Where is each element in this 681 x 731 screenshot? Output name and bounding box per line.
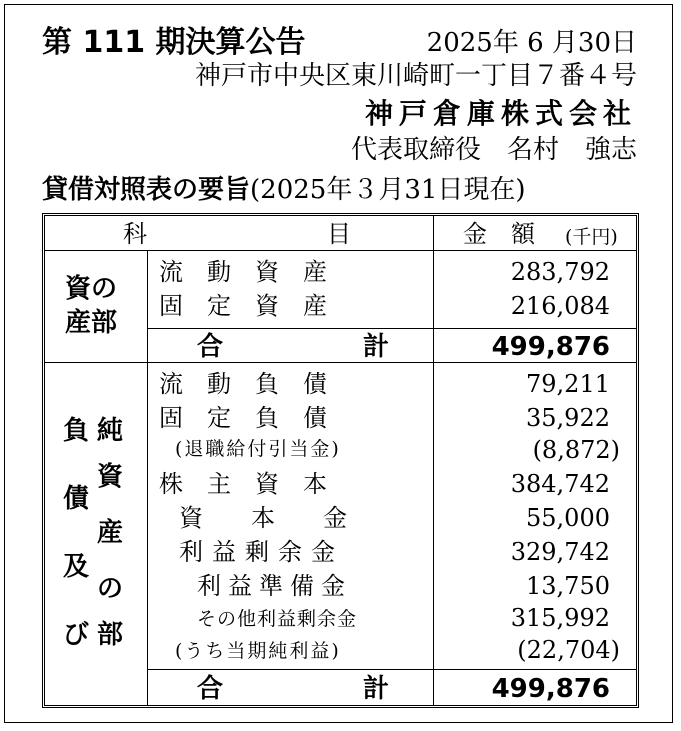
- liability-row-value: 315,992: [510, 604, 610, 632]
- asset-row-label: 固 定 資 産: [159, 292, 327, 320]
- company-address: 神戸市中央区東川崎町一丁目７番４号: [194, 61, 637, 91]
- liabilities-label-col2: 産: [97, 518, 124, 548]
- liabilities-total-value: 499,876: [491, 674, 610, 704]
- representative: 代表取締役 名村 強志: [350, 135, 637, 165]
- amount-column-divider: [433, 216, 434, 705]
- liabilities-label-col1: 債: [63, 484, 90, 514]
- heading-date: (2025年３月31日現在): [250, 175, 526, 205]
- liability-row-label: (退職給付引当金): [175, 438, 341, 460]
- liability-row-label: 利益準備金: [197, 572, 352, 600]
- liability-row-label: 株 主 資 本: [159, 470, 327, 498]
- assets-label-1: 資の: [65, 274, 118, 304]
- liability-row-label: 資 本 金: [179, 504, 347, 532]
- assets-label-2: 産部: [65, 308, 118, 338]
- assets-total-value: 499,876: [491, 332, 610, 362]
- liabilities-label-col2: 部: [97, 620, 124, 650]
- liability-row-label: 流 動 負 債: [159, 370, 327, 398]
- header-amount: 金 額: [463, 220, 535, 248]
- liability-row-value: 79,211: [526, 370, 610, 398]
- liabilities-label-col2: の: [97, 574, 124, 604]
- header-unit: (千円): [565, 226, 618, 248]
- notice-date: 2025年 6 月30日: [426, 28, 637, 58]
- assets-total-divider: [147, 328, 636, 329]
- liability-row-value: (8,872): [532, 436, 620, 464]
- liability-row-label: その他利益剰余金: [197, 608, 358, 630]
- liabilities-total-label-2: 計: [363, 674, 390, 704]
- liabilities-label-col2: 純: [97, 416, 124, 446]
- balance-sheet-table: [42, 213, 639, 708]
- asset-row-label: 流 動 資 産: [159, 258, 327, 286]
- liabilities-label-col2: 資: [97, 462, 124, 492]
- liability-row-label: 利益剰余金: [179, 538, 344, 566]
- liability-row-label: (うち当期純利益): [175, 640, 341, 662]
- company-name: 神戸倉庫株式会社: [364, 97, 637, 130]
- liability-row-value: 329,742: [510, 538, 610, 566]
- balance-sheet-heading: [42, 177, 526, 203]
- liabilities-label-col1: 負: [63, 416, 90, 446]
- liabilities-label-col1: 及: [63, 552, 90, 582]
- liabilities-label-col1: び: [63, 620, 90, 650]
- asset-row-value: 283,792: [510, 258, 610, 286]
- assets-total-label-1: 合: [197, 332, 224, 362]
- notice-title: 第 111 期決算公告: [42, 25, 306, 60]
- liability-row-value: 384,742: [510, 470, 610, 498]
- assets-total-label-2: 計: [363, 332, 390, 362]
- asset-row-value: 216,084: [510, 292, 610, 320]
- liability-row-value: 55,000: [526, 504, 610, 532]
- liability-row-value: 35,922: [526, 404, 610, 432]
- header-item-2: 目: [327, 220, 351, 248]
- liability-row-value: 13,750: [526, 572, 610, 600]
- liability-row-value: (22,704): [517, 636, 620, 664]
- header-divider: [45, 250, 636, 251]
- section-column-divider: [147, 250, 148, 705]
- header-item-1: 科: [123, 220, 147, 248]
- assets-divider: [45, 362, 636, 363]
- liabilities-total-label-1: 合: [197, 674, 224, 704]
- liability-row-label: 固 定 負 債: [159, 404, 327, 432]
- liabilities-total-divider: [147, 669, 636, 670]
- heading-title: 貸借対照表の要旨: [42, 175, 251, 205]
